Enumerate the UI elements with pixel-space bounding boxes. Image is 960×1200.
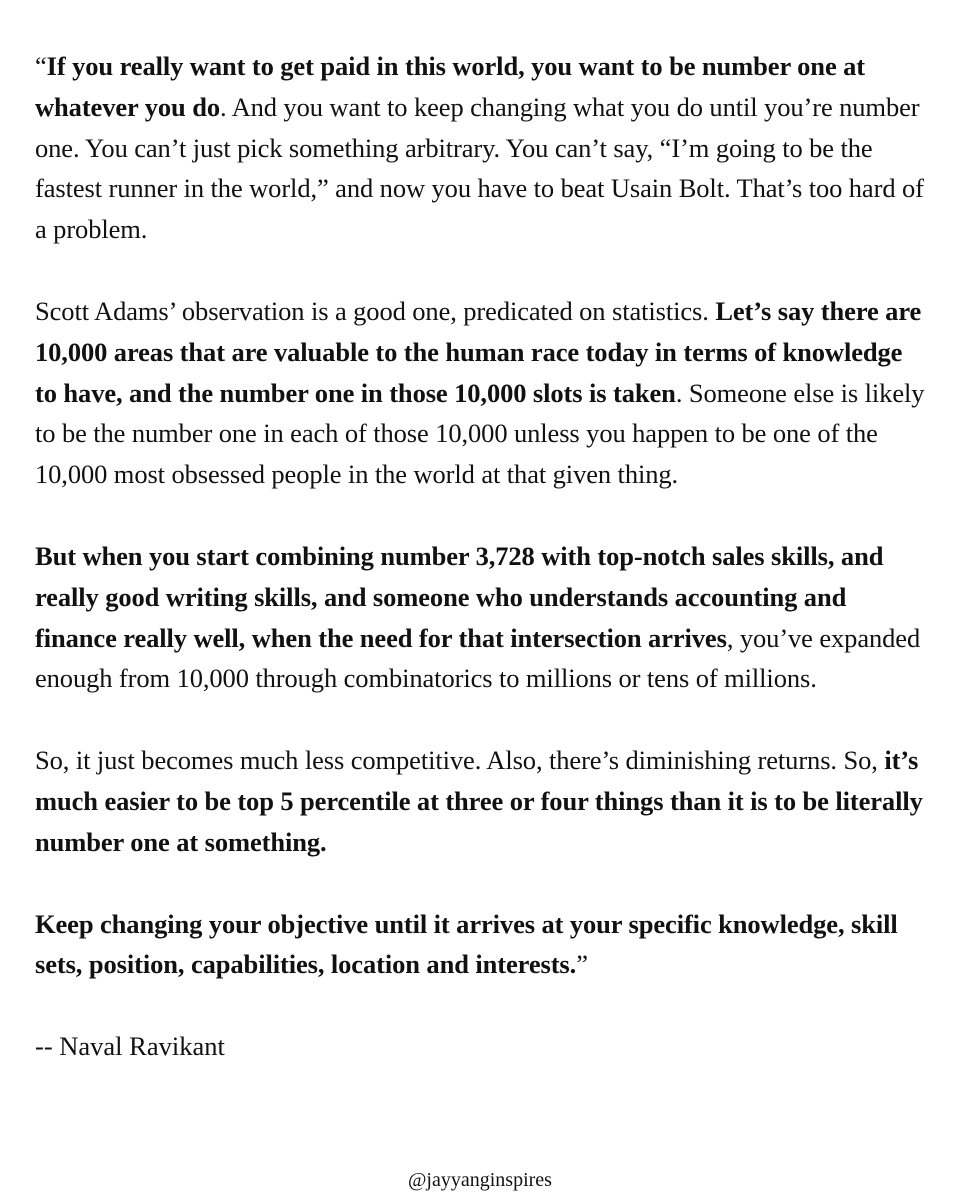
quote-text-run: “: [35, 51, 47, 81]
quote-text-run: , you’ve expanded enough from 10,000 through combinatorics to millions or tens of millions.: [35, 622, 921, 694]
quote-paragraph-4: [35, 740, 925, 862]
quote-text-run: Keep changing your objective until it arrives at your specific knowledge, skill sets, position, capabilities, location and interests.: [35, 908, 898, 980]
quote-attribution: -- Naval Ravikant: [35, 1031, 225, 1062]
quote-text-run: . And you want to keep changing what you do until you’re number one. You can’t just pick something arbitrary. You can’t say, “I’m going to be the fastest runner in the world,” and now you have to beat Usain Bolt. That’s too hard of a problem.: [35, 91, 924, 245]
quote-text-run: But when you start combining number 3,728 with top-notch sales skills, and really good writing skills, and someone who understands accounting and finance really well, when the need for that intersection arrives: [35, 540, 884, 653]
quote-text-run: it’s much easier to be top 5 percentile at three or four things than it is to be literally number one at something.: [35, 745, 923, 857]
quote-paragraph-3: [35, 536, 925, 699]
quote-paragraph-1: [35, 46, 925, 250]
quote-paragraph-2: [35, 291, 925, 495]
quote-text-run: So, it just becomes much less competitive. Also, there’s diminishing returns. So,: [35, 745, 885, 776]
quote-text-run: If you really want to get paid in this world, you want to be number one at whatever you do: [35, 51, 866, 122]
quote-paragraph-5: [35, 904, 925, 986]
quote-text-run: Scott Adams’ observation is a good one, predicated on statistics.: [35, 295, 716, 326]
quote-body: [35, 46, 925, 1067]
quote-text-run: Let’s say there are 10,000 areas that are valuable to the human race today in terms of knowledge to have, and the number one in those 10,000 slots is taken: [35, 295, 922, 408]
quote-text-run: ”: [576, 949, 588, 980]
quote-text-run: . Someone else is likely to be the number one in each of those 10,000 unless you happen to be one of the 10,000 most obsessed people in the world at that given thing.: [35, 377, 925, 490]
footer-handle: @jayyanginspires: [408, 1169, 552, 1191]
